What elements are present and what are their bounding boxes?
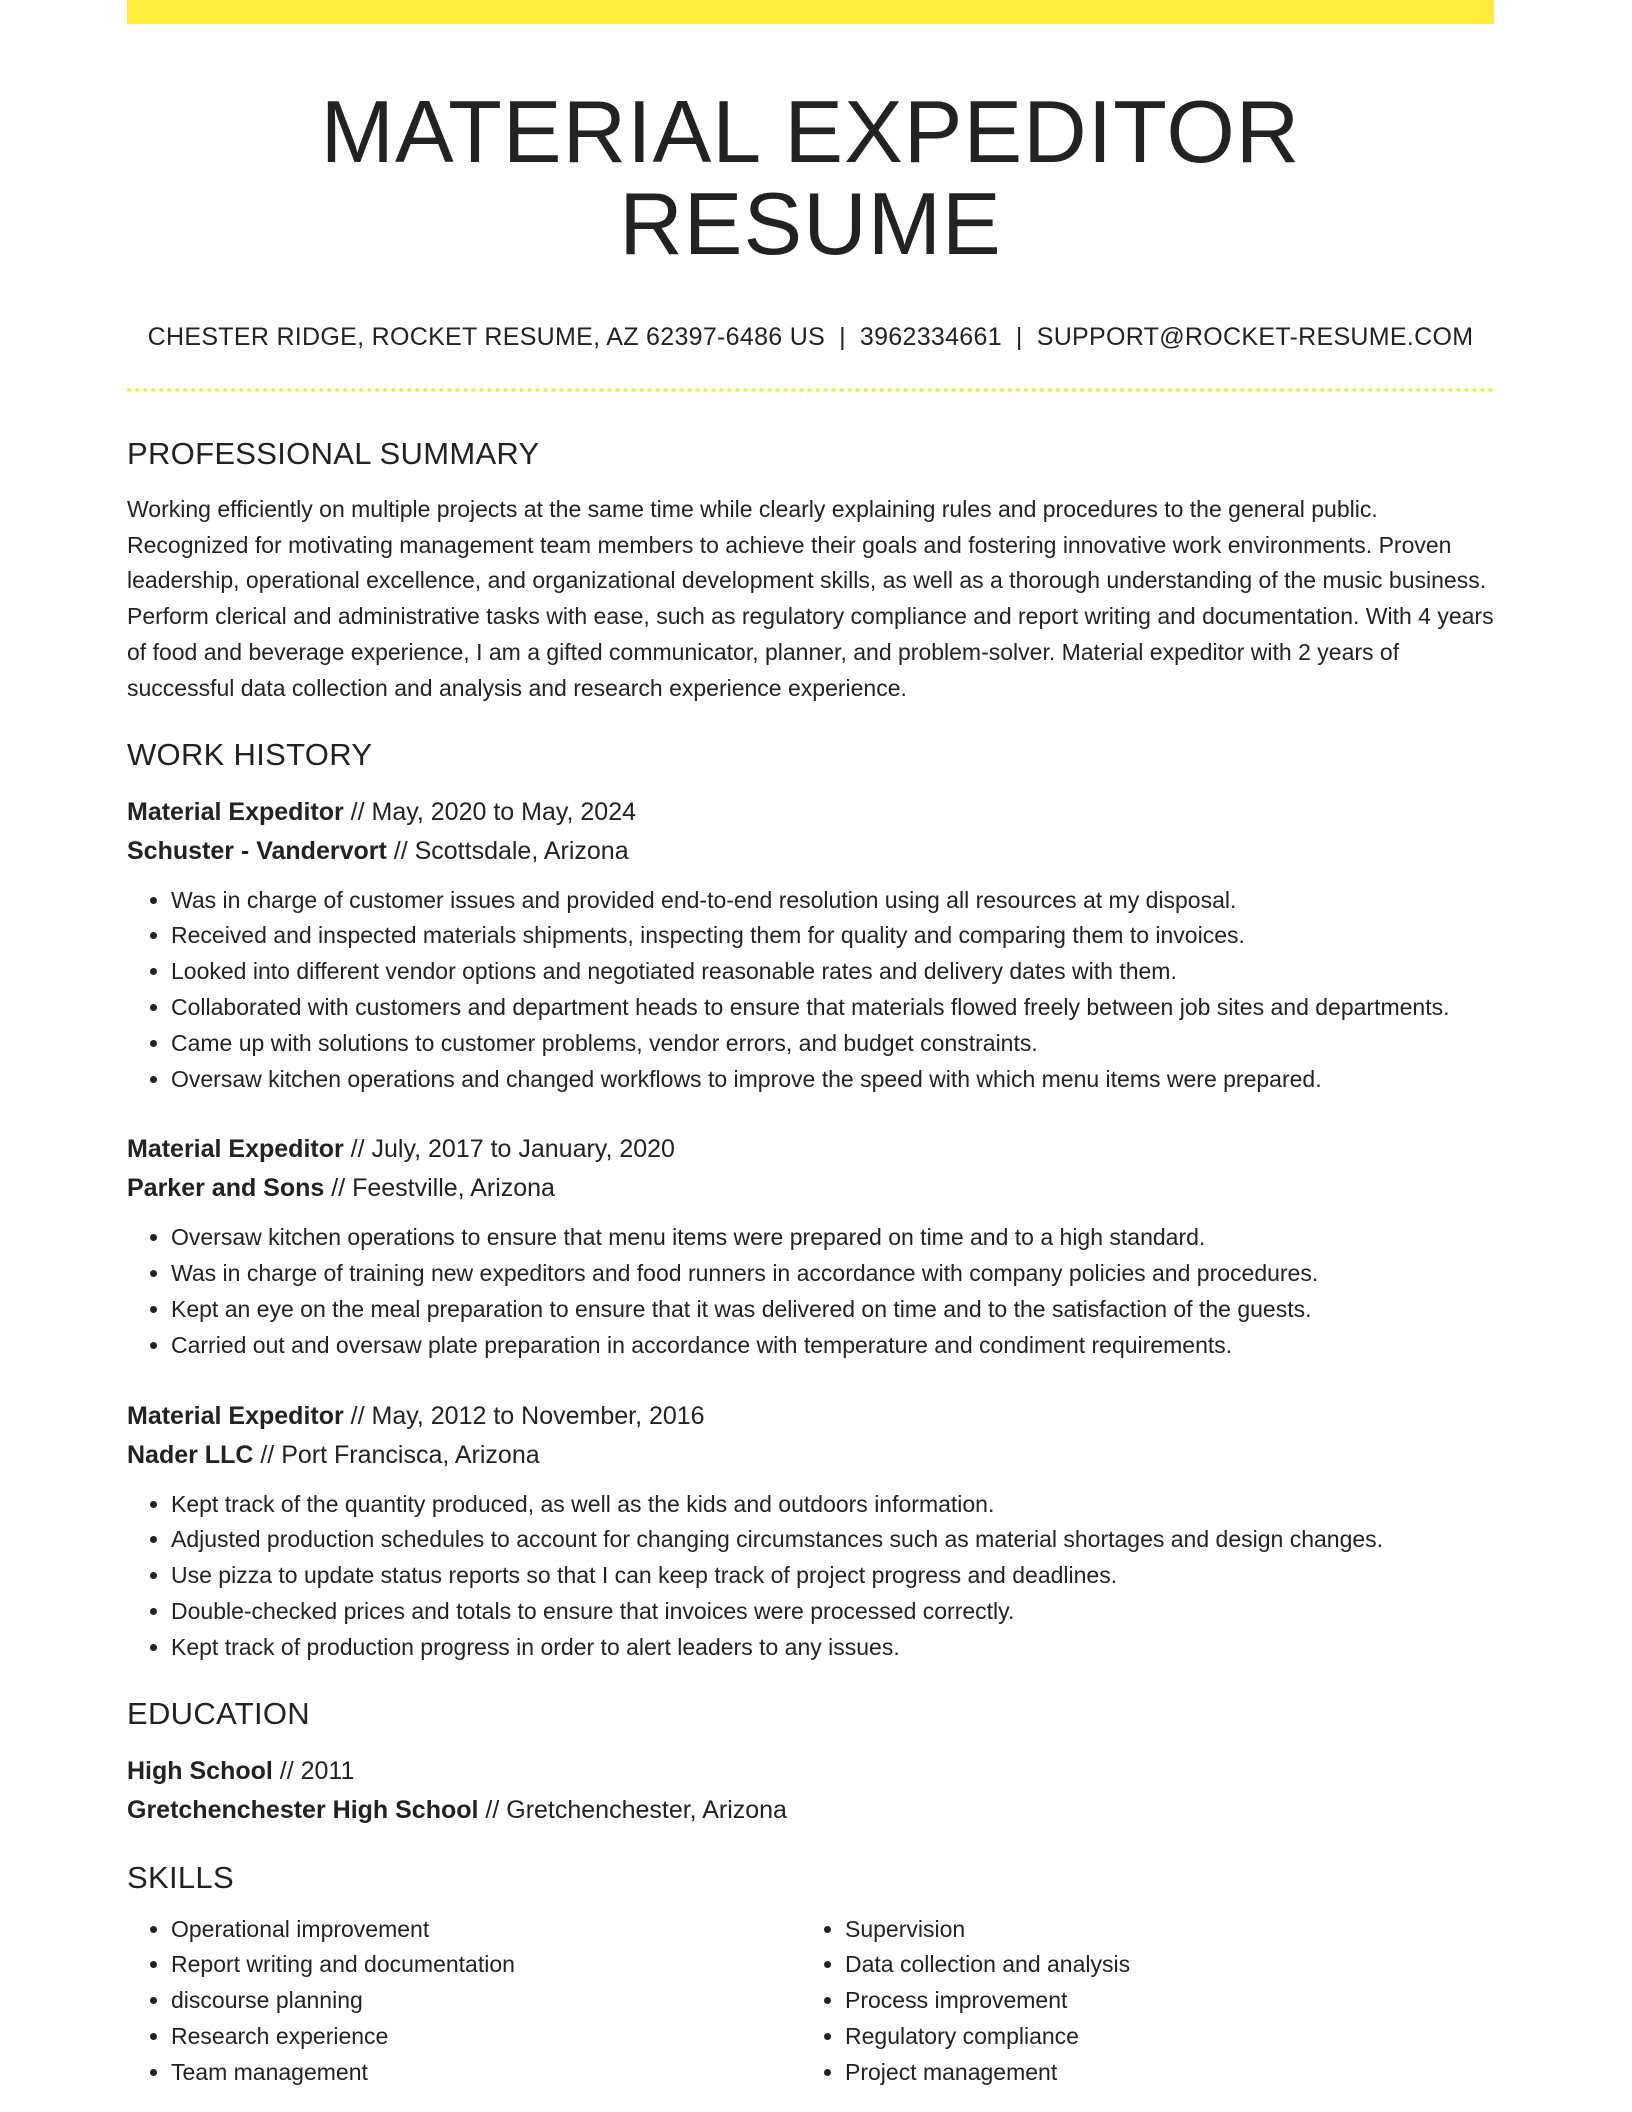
job-bullet: • Kept track of the quantity produced, as well as the kids and outdoors information. <box>171 1487 1494 1523</box>
job-bullets <box>127 1487 1494 1666</box>
skills-list-right <box>801 1912 1475 2091</box>
job-dates: // May, 2020 to May, 2024 <box>343 797 637 826</box>
job-bullet: • Collaborated with customers and department heads to ensure that materials flowed freely between job sites and departments. <box>171 990 1494 1026</box>
education-location: // Gretchenchester, Arizona <box>478 1795 787 1824</box>
job-bullet: • Oversaw kitchen operations to ensure that menu items were prepared on time and to a high standard. <box>171 1220 1494 1256</box>
job-bullet: • Kept an eye on the meal preparation to ensure that it was delivered on time and to the satisfaction of the guests. <box>171 1292 1494 1328</box>
skill-item: • Research experience <box>171 2019 801 2055</box>
job-location: // Scottsdale, Arizona <box>386 836 629 865</box>
contact-line <box>127 323 1494 352</box>
contact-separator: | <box>839 322 846 351</box>
contact-address: CHESTER RIDGE, ROCKET RESUME, AZ 62397-6486 US <box>147 322 826 351</box>
job-bullet: • Carried out and oversaw plate preparation in accordance with temperature and condiment requirements. <box>171 1328 1494 1364</box>
job-bullet: • Was in charge of customer issues and provided end-to-end resolution using all resources at my disposal. <box>171 883 1494 919</box>
job-title-line <box>127 793 1494 832</box>
header-divider <box>127 388 1494 392</box>
section-heading: SKILLS <box>127 1859 234 1895</box>
job-title: Material Expeditor <box>127 797 344 826</box>
skills-list-left <box>127 1912 801 2091</box>
skills-columns <box>127 1912 1494 2091</box>
work-history-section <box>127 737 1494 1666</box>
contact-separator: | <box>1015 322 1023 351</box>
job-bullets <box>127 1220 1494 1363</box>
job-title: Material Expeditor <box>127 1401 344 1430</box>
education-year: // 2011 <box>272 1756 355 1785</box>
education-school-line <box>127 1791 1494 1830</box>
job-dates: // May, 2012 to November, 2016 <box>343 1401 705 1430</box>
skill-item: • Regulatory compliance <box>845 2019 1475 2055</box>
job-location: // Port Francisca, Arizona <box>253 1440 540 1469</box>
skills-section <box>127 1860 1494 2091</box>
job-bullet: • Adjusted production schedules to account for changing circumstances such as material shortages and design changes. <box>171 1522 1494 1558</box>
job-bullets <box>127 883 1494 1098</box>
skill-item: • Project management <box>845 2055 1475 2091</box>
job-bullet: • Use pizza to update status reports so that I can keep track of project progress and deadlines. <box>171 1558 1494 1594</box>
job-dates: // July, 2017 to January, 2020 <box>343 1135 675 1164</box>
section-heading: PROFESSIONAL SUMMARY <box>127 435 540 471</box>
skill-item: • Process improvement <box>845 1983 1475 2019</box>
education-degree: High School <box>127 1756 273 1785</box>
job-bullet: • Oversaw kitchen operations and changed workflows to improve the speed with which menu items were prepared. <box>171 1062 1494 1098</box>
job-bullet: • Came up with solutions to customer problems, vendor errors, and budget constraints. <box>171 1026 1494 1062</box>
job-entry <box>127 1397 1494 1666</box>
skill-item: • discourse planning <box>171 1983 801 2019</box>
resume-page <box>127 0 1494 2091</box>
education-section <box>127 1696 1494 1830</box>
job-company-line <box>127 1436 1494 1475</box>
education-entry <box>127 1752 1494 1830</box>
contact-email: SUPPORT@ROCKET-RESUME.COM <box>1036 322 1474 351</box>
job-bullet: • Kept track of production progress in order to alert leaders to any issues. <box>171 1630 1494 1666</box>
summary-text: Working efficiently on multiple projects at the same time while clearly explaining rules and procedures to the general public. Recognized for motivating management team members to achieve their goals and fostering innovative work environments. Proven leadership, operational excellence, and organizational development skills, as well as a thorough understanding of the music business. Perform clerical and administrative tasks with ease, such as regulatory compliance and report writing and documentation. With 4 years of food and beverage experience, I am a gifted communicator, planner, and problem-solver. Material expeditor with 2 years of successful data collection and analysis and research experience experience. <box>127 495 1494 701</box>
job-bullet: • Looked into different vendor options and negotiated reasonable rates and delivery dates with them. <box>171 954 1494 990</box>
skill-item: • Report writing and documentation <box>171 1947 801 1983</box>
job-company-line <box>127 1169 1494 1208</box>
job-company: Schuster - Vandervort <box>127 836 387 865</box>
section-heading: WORK HISTORY <box>127 736 373 772</box>
job-company-line <box>127 832 1494 871</box>
education-school: Gretchenchester High School <box>127 1795 479 1824</box>
education-degree-line <box>127 1752 1494 1791</box>
job-entry <box>127 793 1494 1098</box>
resume-title: MATERIAL EXPEDITOR RESUME <box>320 82 1301 274</box>
skill-item: • Supervision <box>845 1912 1475 1948</box>
job-bullet: • Double-checked prices and totals to ensure that invoices were processed correctly. <box>171 1594 1494 1630</box>
section-heading: EDUCATION <box>127 1695 310 1731</box>
skill-item: • Team management <box>171 2055 801 2091</box>
job-title-line <box>127 1397 1494 1436</box>
job-bullet: • Received and inspected materials shipments, inspecting them for quality and comparing them to invoices. <box>171 918 1494 954</box>
job-title: Material Expeditor <box>127 1135 344 1164</box>
top-accent-bar <box>127 0 1494 24</box>
professional-summary-section <box>127 436 1494 707</box>
job-company: Parker and Sons <box>127 1174 325 1203</box>
skill-item: • Operational improvement <box>171 1912 801 1948</box>
skill-item: • Data collection and analysis <box>845 1947 1475 1983</box>
contact-phone: 3962334661 <box>859 322 1002 351</box>
job-company: Nader LLC <box>127 1440 254 1469</box>
job-location: // Feestville, Arizona <box>324 1174 555 1203</box>
job-entry <box>127 1130 1494 1363</box>
job-bullet: • Was in charge of training new expeditors and food runners in accordance with company policies and procedures. <box>171 1256 1494 1292</box>
job-title-line <box>127 1130 1494 1169</box>
